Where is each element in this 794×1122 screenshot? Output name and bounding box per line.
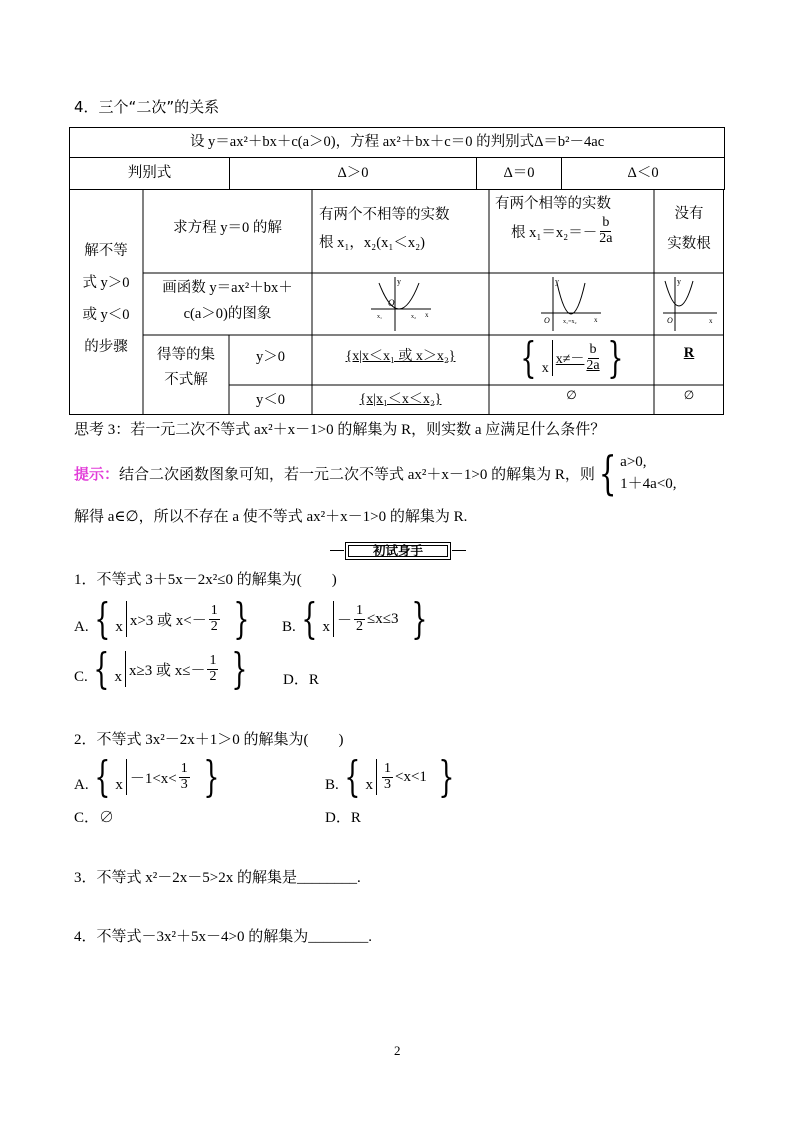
svg-text:x: x — [709, 317, 713, 325]
row-roots-label: 求方程 y＝0 的解 — [173, 220, 282, 236]
q1-stem: 1．不等式 3＋5x－2x²≤0 的解集为( ) — [74, 572, 337, 588]
hint-case-1: a>0, — [620, 454, 647, 470]
roots-zero-den: 2a — [599, 230, 613, 246]
table-header: 设 y＝ax²＋bx＋c(a＞0)，方程 ax²＋bx＋c＝0 的判别式Δ＝b²－4ac — [70, 128, 725, 158]
svg-text:x₁=x₂: x₁=x₂ — [563, 319, 577, 325]
section-heading: 4．三个“二次”的关系 — [74, 98, 220, 116]
hint-text-2: 解得 a∈∅，所以不存在 a 使不等式 ax²＋x－1>0 的解集为 R. — [74, 509, 468, 525]
disc-zero: Δ＝0 — [477, 158, 562, 190]
row-set-label-1: 得等的集 — [157, 347, 215, 363]
solution-negative-gt: R — [683, 345, 695, 361]
svg-text:x: x — [594, 316, 598, 324]
table-body — [69, 189, 724, 414]
svg-text:x₂: x₂ — [411, 314, 417, 320]
roots-positive-2: 根 x₁，x₂(x₁＜x₂) — [319, 235, 426, 251]
row-graph-label-2: c(a＞0)的图象 — [183, 306, 272, 322]
roots-negative-2: 实数根 — [667, 236, 711, 252]
graph-no-root — [661, 275, 719, 333]
q1-option-a: A. { x x>3 或 x<－ $\frac{1}{2}$ } — [74, 594, 250, 643]
solution-negative-lt: ∅ — [683, 388, 695, 402]
quadratic-relations-table — [69, 127, 725, 190]
roots-zero-num: b — [602, 215, 610, 230]
think-question: 思考 3：若一元二次不等式 ax²＋x－1>0 的解集为 R，则实数 a 应满足什么条件？ — [74, 422, 606, 438]
roots-positive-1: 有两个不相等的实数 — [319, 207, 450, 223]
roots-zero-2: 根 x₁＝x₂＝－ — [511, 224, 598, 241]
q1-option-c: C. { x x≥3 或 x≤－ $\frac{1}{2}$ } — [74, 644, 248, 693]
q3: 3．不等式 x²－2x－5>2x 的解集是________. — [74, 870, 361, 886]
roots-zero-1: 有两个相等的实数 — [495, 196, 611, 212]
q2-option-d: D．R — [325, 810, 361, 826]
hint-text: 结合二次函数图象可知，若一元二次不等式 ax²＋x－1>0 的解集为 R，则 — [119, 466, 595, 483]
graph-one-root — [539, 275, 603, 333]
page-number: 2 — [394, 1043, 401, 1058]
row-graph-label-1: 画函数 y＝ax²＋bx＋ — [162, 280, 293, 296]
svg-text:y: y — [555, 277, 559, 286]
side-label-2: 式 y＞0 — [82, 275, 130, 291]
graph-two-roots — [369, 275, 433, 333]
solution-zero-gt: { x x≠－ $\frac{b}{2a}$ } — [520, 333, 624, 382]
disc-negative: Δ＜0 — [562, 158, 725, 190]
y-lt-0: y＜0 — [256, 392, 285, 408]
solution-positive-gt: {x|x＜x₁ 或 x＞x₂} — [345, 349, 456, 364]
svg-text:O: O — [388, 298, 395, 308]
q4: 4．不等式－3x²＋5x－4>0 的解集为________. — [74, 929, 372, 945]
solution-zero-lt: ∅ — [566, 388, 577, 402]
y-gt-0: y＞0 — [256, 349, 285, 365]
row-set-label-2: 不式解 — [164, 372, 208, 388]
svg-text:x: x — [425, 311, 429, 319]
q2-stem: 2．不等式 3x²－2x＋1＞0 的解集为( ) — [74, 732, 344, 748]
section-badge: 初试身手 — [345, 542, 451, 560]
svg-text:x₁: x₁ — [377, 314, 383, 320]
q2-option-a: A. { x －1<x< $\frac{1}{3}$ } — [74, 752, 220, 801]
svg-text:O: O — [544, 316, 550, 325]
svg-text:y: y — [677, 277, 681, 286]
disc-positive: Δ＞0 — [230, 158, 477, 190]
hint-case-2: 1＋4a<0, — [620, 476, 677, 492]
solution-positive-lt: {x|x₁＜x＜x₂} — [359, 392, 442, 407]
q2-option-b: B. { x $\frac{1}{3}$ <x<1 } — [325, 752, 455, 801]
svg-text:y: y — [397, 277, 401, 286]
disc-label: 判别式 — [70, 158, 230, 190]
hint-block: 提示： 结合二次函数图象可知，若一元二次不等式 ax²＋x－1>0 的解集为 R，则 { a>0, 1＋4a<0, — [74, 446, 677, 500]
svg-text:O: O — [667, 316, 673, 325]
q1-option-b: B. { x － $\frac{1}{2}$ ≤x≤3 } — [282, 594, 428, 643]
q1-option-d: D．R — [283, 672, 319, 688]
side-label-1: 解不等 — [84, 243, 128, 259]
side-label-3: 或 y＜0 — [82, 307, 130, 323]
q2-option-c: C．∅ — [74, 810, 115, 826]
side-label-4: 的步骤 — [84, 339, 128, 355]
hint-label: 提示： — [74, 464, 120, 483]
roots-negative-1: 没有 — [674, 206, 704, 222]
